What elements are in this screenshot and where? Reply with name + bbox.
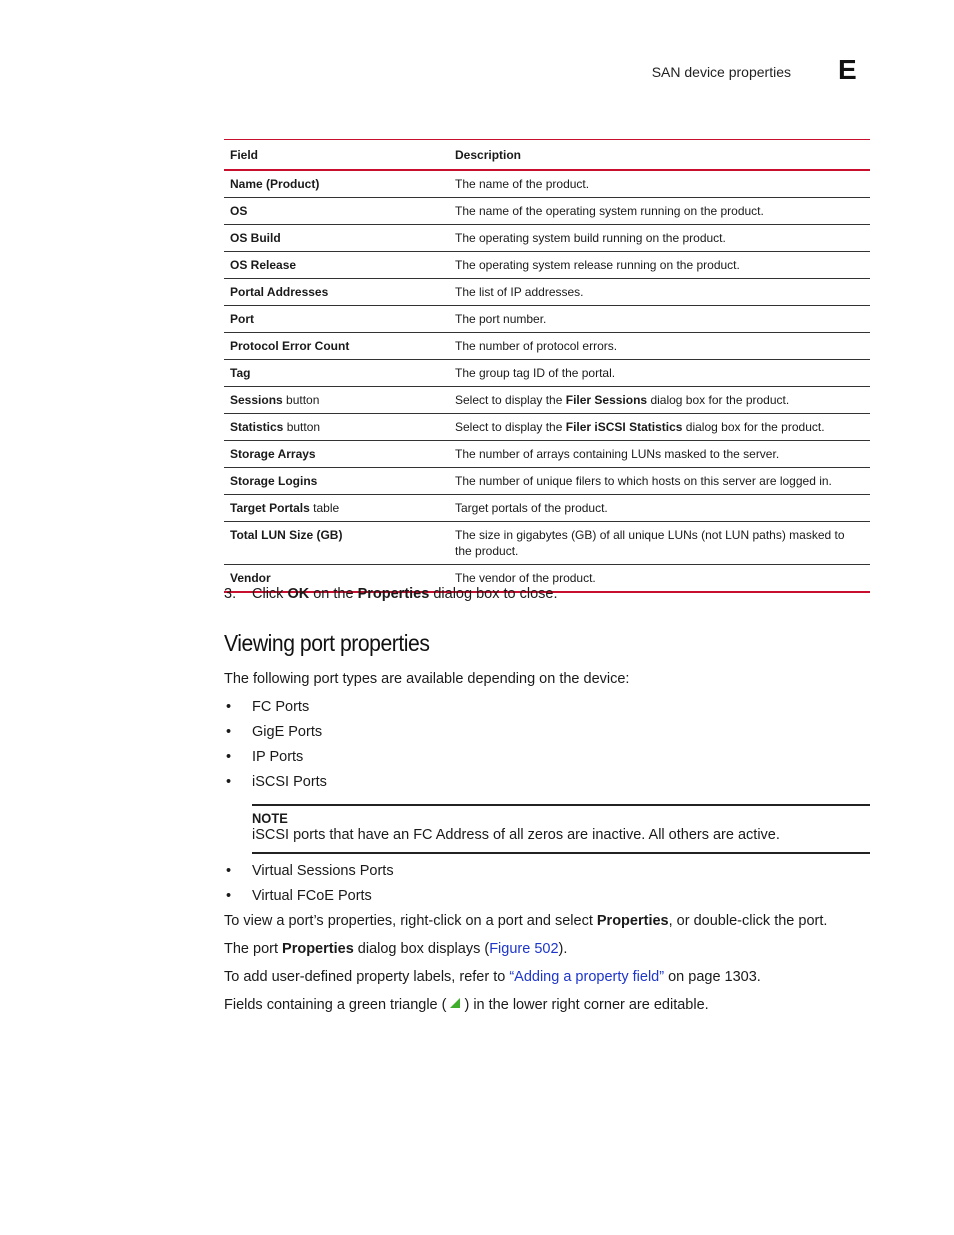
para3-text-pre: To add user-defined property labels, refer to (224, 969, 510, 985)
description-text: The number of unique filers to which hosts on this server are logged in. (455, 474, 832, 488)
description-cell (449, 468, 870, 495)
note-text: iSCSI ports that have an FC Address of all zeros are inactive. All others are active. (252, 827, 780, 843)
green-triangle-icon (450, 998, 460, 1008)
table-row (224, 252, 870, 279)
table-row (224, 495, 870, 522)
page-header-title: SAN device properties (651, 64, 791, 80)
field-suffix: button (283, 420, 321, 434)
field-cell (224, 170, 449, 198)
list-item-text: Virtual FCoE Ports (252, 888, 372, 904)
para1-text-pre: To view a port’s properties, right-click on a port and select (224, 913, 597, 929)
description-text: The list of IP addresses. (455, 285, 584, 299)
field-suffix: table (309, 501, 340, 515)
description-text: The number of arrays containing LUNs masked to the server. (455, 447, 780, 461)
field-name: Storage Logins (230, 474, 318, 488)
description-cell (449, 170, 870, 198)
description-cell (449, 387, 870, 414)
para2-text-mid: dialog box displays ( (353, 941, 490, 957)
description-cell (449, 279, 870, 306)
table-body (224, 170, 870, 592)
para2-text-post: ). (558, 941, 568, 957)
list-item: • Virtual Sessions Ports (226, 863, 394, 879)
field-name: OS (230, 204, 248, 218)
field-cell (224, 225, 449, 252)
field-name: Port (230, 312, 254, 326)
description-cell (449, 225, 870, 252)
list-item: • Virtual FCoE Ports (226, 888, 372, 904)
properties-label: Properties (357, 586, 430, 602)
note-box (252, 804, 870, 854)
para2-text-pre: The port (224, 941, 283, 957)
field-cell (224, 387, 449, 414)
description-text: The name of the operating system running on the product. (455, 204, 764, 218)
description-text: The vendor of the product. (455, 571, 596, 585)
section-intro: The following port types are available depending on the device: (224, 671, 630, 687)
table-row (224, 279, 870, 306)
para4-text-pre: Fields containing a green triangle ( (224, 997, 447, 1013)
para1-text-post: , or double-click the port. (668, 913, 828, 929)
list-item-text: GigE Ports (252, 724, 323, 740)
column-header-description: Description (449, 140, 870, 171)
note-label: NOTE (252, 810, 288, 826)
step-text-post: dialog box to close. (429, 586, 558, 602)
field-cell (224, 360, 449, 387)
paragraph-view-properties (224, 913, 827, 929)
list-item-text: iSCSI Ports (252, 774, 327, 790)
field-name: Sessions (230, 393, 283, 407)
table-row (224, 225, 870, 252)
paragraph-dialog-displays (224, 941, 567, 957)
properties-table (224, 139, 870, 593)
para3-text-post: on page 1303. (664, 969, 761, 985)
table-row (224, 306, 870, 333)
column-header-field: Field (224, 140, 449, 171)
field-cell (224, 414, 449, 441)
table-header-row (224, 140, 870, 171)
field-name: Portal Addresses (230, 285, 329, 299)
description-cell (449, 441, 870, 468)
description-text: The port number. (455, 312, 547, 326)
field-cell (224, 495, 449, 522)
list-item-text: FC Ports (252, 699, 310, 715)
description-text-post: dialog box for the product. (647, 393, 790, 407)
field-cell (224, 252, 449, 279)
field-name: Name (Product) (230, 177, 320, 191)
adding-property-field-link[interactable]: “Adding a property field” (509, 969, 665, 985)
list-item: • iSCSI Ports (226, 774, 327, 790)
dialog-name: Filer iSCSI Statistics (565, 420, 683, 434)
description-text: The group tag ID of the portal. (455, 366, 616, 380)
description-cell (449, 306, 870, 333)
list-item-text: IP Ports (252, 749, 304, 765)
description-text: The operating system release running on the product. (455, 258, 740, 272)
table-row (224, 522, 870, 565)
step-number: 3. (224, 586, 237, 602)
step-text-pre: Click (252, 586, 288, 602)
description-text: The operating system build running on the product. (455, 231, 726, 245)
description-cell (449, 414, 870, 441)
list-item: • FC Ports (226, 699, 310, 715)
table-row (224, 441, 870, 468)
appendix-letter: E (838, 54, 857, 85)
list-item-text: Virtual Sessions Ports (252, 863, 394, 879)
description-cell (449, 252, 870, 279)
list-item: • IP Ports (226, 749, 304, 765)
description-text-pre: Select to display the (455, 393, 566, 407)
description-text-post: dialog box for the product. (682, 420, 825, 434)
dialog-name: Filer Sessions (565, 393, 648, 407)
section-heading: Viewing port properties (224, 630, 430, 656)
description-text: The size in gigabytes (GB) of all unique LUNs (not LUN paths) masked to the product. (455, 528, 845, 558)
description-cell (449, 198, 870, 225)
description-cell (449, 495, 870, 522)
field-name: Total LUN Size (GB) (230, 528, 343, 542)
description-cell (449, 522, 870, 565)
step-text-mid: on the (309, 586, 358, 602)
table-row (224, 360, 870, 387)
field-cell (224, 441, 449, 468)
table-row (224, 170, 870, 198)
description-cell (449, 360, 870, 387)
properties-label: Properties (596, 913, 669, 929)
figure-link[interactable]: Figure 502 (489, 941, 559, 957)
field-cell (224, 198, 449, 225)
field-name: Target Portals (230, 501, 310, 515)
field-name: OS Build (230, 231, 281, 245)
field-name: OS Release (230, 258, 297, 272)
table-row (224, 387, 870, 414)
description-text: The number of protocol errors. (455, 339, 618, 353)
field-suffix: button (282, 393, 320, 407)
table-row (224, 468, 870, 495)
field-cell (224, 468, 449, 495)
field-cell (224, 306, 449, 333)
para4-text-post: ) in the lower right corner are editable. (464, 997, 709, 1013)
paragraph-add-labels (224, 969, 761, 985)
description-text: Target portals of the product. (455, 501, 608, 515)
list-item: • GigE Ports (226, 724, 323, 740)
table-row (224, 198, 870, 225)
properties-label: Properties (282, 941, 354, 957)
description-text: The name of the product. (455, 177, 590, 191)
paragraph-editable-fields (224, 997, 709, 1013)
field-name: Tag (230, 366, 251, 380)
description-cell (449, 333, 870, 360)
field-cell (224, 279, 449, 306)
table-row (224, 333, 870, 360)
description-text-pre: Select to display the (455, 420, 566, 434)
step-3 (224, 586, 557, 602)
field-name: Vendor (230, 571, 271, 585)
field-name: Storage Arrays (230, 447, 316, 461)
field-name: Statistics (230, 420, 284, 434)
field-cell (224, 333, 449, 360)
field-cell (224, 522, 449, 565)
table-row (224, 414, 870, 441)
ok-label: OK (287, 586, 310, 602)
field-name: Protocol Error Count (230, 339, 350, 353)
